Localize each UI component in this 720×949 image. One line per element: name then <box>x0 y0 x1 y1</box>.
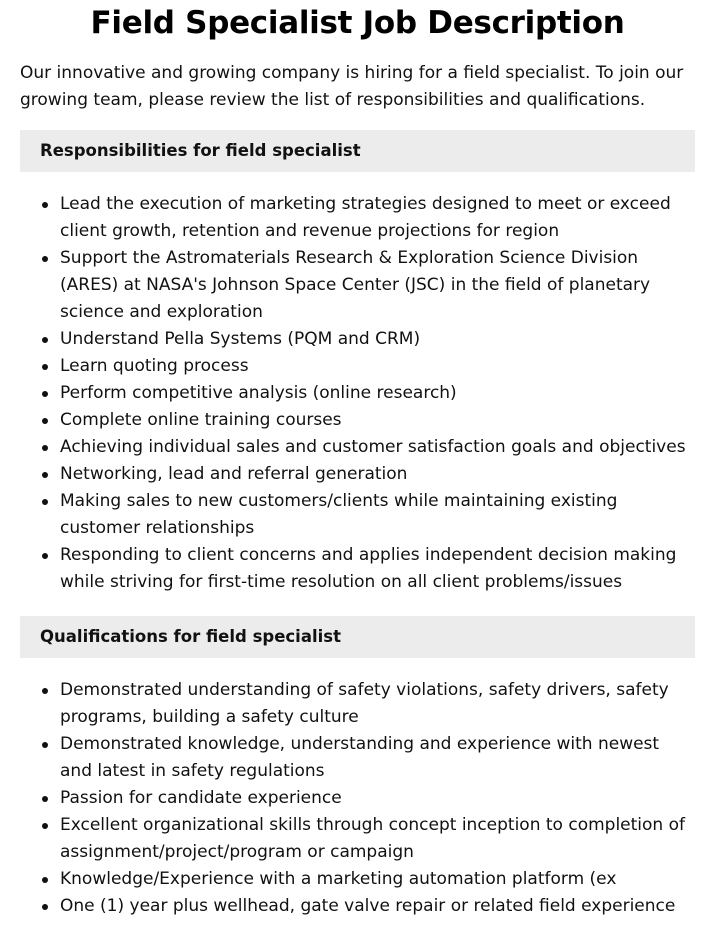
list-item <box>20 812 695 866</box>
bullet-icon <box>42 904 48 910</box>
bullet-icon <box>42 499 48 505</box>
bullet-icon <box>42 553 48 559</box>
intro-paragraph: Our innovative and growing company is hiring for a field specialist. To join our growing team, please review the list of responsibilities and qualifications. <box>20 63 684 110</box>
list-item <box>20 785 695 812</box>
list-item-text: Excellent organizational skills through concept inception to completion of assignment/project/program or campaign <box>60 815 685 862</box>
list-item <box>20 542 695 596</box>
bullet-icon <box>42 823 48 829</box>
list-item <box>20 731 695 785</box>
list-item <box>20 407 695 434</box>
qualifications-list <box>20 677 695 920</box>
list-item-text: Knowledge/Experience with a marketing automation platform (ex <box>60 869 617 889</box>
page-title: Field Specialist Job Description <box>90 5 625 41</box>
list-item-text: Achieving individual sales and customer satisfaction goals and objectives <box>60 437 686 457</box>
responsibilities-heading: Responsibilities for field specialist <box>20 130 695 172</box>
list-item <box>20 488 695 542</box>
qualifications-heading: Qualifications for field specialist <box>20 616 695 658</box>
list-item-text: Networking, lead and referral generation <box>60 464 408 484</box>
list-item <box>20 245 695 326</box>
list-item <box>20 191 695 245</box>
list-item <box>20 434 695 461</box>
bullet-icon <box>42 391 48 397</box>
bullet-icon <box>42 202 48 208</box>
list-item-text: Responding to client concerns and applies independent decision making while striving for first-time resolution on all client problems/issues <box>60 545 677 592</box>
list-item-text: One (1) year plus wellhead, gate valve repair or related field experience <box>60 896 676 916</box>
bullet-icon <box>42 877 48 883</box>
bullet-icon <box>42 364 48 370</box>
list-item <box>20 866 695 893</box>
list-item-text: Learn quoting process <box>60 356 249 376</box>
list-item <box>20 326 695 353</box>
bullet-icon <box>42 688 48 694</box>
list-item-text: Lead the execution of marketing strategies designed to meet or exceed client growth, retention and revenue projections for region <box>60 194 671 241</box>
list-item-text: Demonstrated understanding of safety violations, safety drivers, safety programs, building a safety culture <box>60 680 669 727</box>
list-item-text: Perform competitive analysis (online research) <box>60 383 457 403</box>
list-item <box>20 893 695 920</box>
bullet-icon <box>42 418 48 424</box>
list-item <box>20 380 695 407</box>
bullet-icon <box>42 445 48 451</box>
list-item <box>20 677 695 731</box>
list-item-text: Making sales to new customers/clients while maintaining existing customer relationships <box>60 491 618 538</box>
list-item <box>20 461 695 488</box>
bullet-icon <box>42 256 48 262</box>
list-item <box>20 353 695 380</box>
responsibilities-list <box>20 191 695 596</box>
list-item-text: Demonstrated knowledge, understanding and experience with newest and latest in safety regulations <box>60 734 660 781</box>
bullet-icon <box>42 742 48 748</box>
bullet-icon <box>42 796 48 802</box>
list-item-text: Understand Pella Systems (PQM and CRM) <box>60 329 421 349</box>
bullet-icon <box>42 337 48 343</box>
bullet-icon <box>42 472 48 478</box>
list-item-text: Complete online training courses <box>60 410 342 430</box>
list-item-text: Support the Astromaterials Research & Exploration Science Division (ARES) at NASA's Johnson Space Center (JSC) in the field of planetary science and exploration <box>60 248 651 322</box>
list-item-text: Passion for candidate experience <box>60 788 342 808</box>
